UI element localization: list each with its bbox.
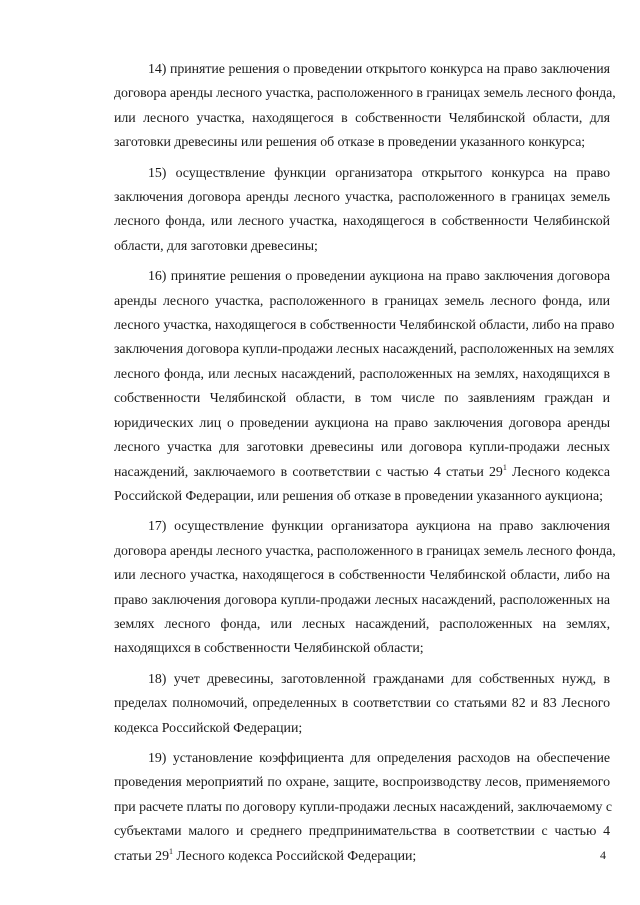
text-line: кодекса Российской Федерации; — [114, 720, 303, 736]
text-line-part: Лесного кодекса — [506, 464, 610, 480]
text-line: договора аренды лесного участка, расположенного в границах земель лесного фонда, — [114, 543, 616, 559]
text-line: области, для заготовки древесины; — [114, 238, 318, 254]
text-line: заключения договора аренды лесного участка, расположенного в границах земель — [114, 190, 610, 206]
text-line: находящихся в собственности Челябинской области; — [114, 641, 424, 657]
paragraph-18 — [114, 668, 610, 741]
text-line: 18) учет древесины, заготовленной гражданами для собственных нужд, в — [148, 671, 610, 687]
paragraph-19 — [114, 747, 610, 869]
superscript: 1 — [502, 462, 507, 472]
text-line-with-superscript — [114, 461, 610, 485]
text-line: 19) установление коэффициента для определения расходов на обеспечение — [148, 750, 610, 766]
text-line: заготовки древесины или решения об отказе в проведении указанного конкурса; — [114, 135, 586, 151]
paragraph-17 — [114, 515, 616, 661]
text-line: Российской Федерации, или решения об отказе в проведении указанного аукциона; — [114, 488, 603, 504]
text-line: землях лесного фонда, или лесных насаждений, расположенных на землях, — [114, 616, 610, 632]
text-line: 15) осуществление функции организатора открытого конкурса на право — [148, 165, 610, 181]
page-number: 4 — [600, 848, 606, 862]
text-line-with-superscript — [114, 845, 610, 869]
text-line: право заключения договора купли-продажи лесных насаждений, расположенных на — [114, 592, 610, 608]
text-line: субъектами малого и среднего предпринимательства в соответствии с частью 4 — [114, 824, 610, 840]
text-line: 17) осуществление функции организатора аукциона на право заключения — [148, 519, 610, 535]
superscript: 1 — [168, 846, 173, 856]
text-line-part: Лесного кодекса Российской Федерации; — [172, 848, 417, 864]
text-line-part: насаждений, заключаемого в соответствии с частью 4 статьи 29 — [114, 464, 503, 480]
text-line: лесного фонда, или лесного участка, находящегося в собственности Челябинской — [114, 214, 610, 230]
text-line: или лесного участка, находящегося в собственности Челябинской области, либо на — [114, 568, 610, 584]
text-line: при расчете платы по договору купли-продажи лесных насаждений, заключаемому с — [114, 799, 612, 815]
paragraph-15 — [114, 162, 610, 260]
text-line: 14) принятие решения о проведении открытого конкурса на право заключения — [148, 62, 610, 77]
text-line: аренды лесного участка, расположенного в границах земель лесного фонда, или — [114, 293, 610, 309]
text-line: собственности Челябинской области, в том числе по заявлениям граждан и — [114, 391, 610, 407]
text-line: лесного участка, находящегося в собственности Челябинской области, либо на право — [114, 318, 615, 334]
text-line: договора аренды лесного участка, расположенного в границах земель лесного фонда, — [114, 86, 616, 102]
document-body — [114, 58, 616, 875]
text-line: пределах полномочий, определенных в соответствии со статьями 82 и 83 Лесного — [114, 696, 610, 712]
text-line: юридических лиц о проведении аукциона на право заключения договора аренды — [114, 415, 610, 431]
text-line: лесного участка для заготовки древесины или договора купли-продажи лесных — [114, 440, 610, 456]
text-line-part: статьи 29 — [114, 848, 169, 864]
text-line: 16) принятие решения о проведении аукциона на право заключения договора — [148, 269, 610, 285]
text-line: лесного фонда, или лесных насаждений, расположенных на землях, находящихся в — [114, 366, 610, 382]
paragraph-16 — [114, 265, 615, 509]
text-line: заключения договора купли-продажи лесных насаждений, расположенных на землях — [114, 342, 615, 358]
paragraph-14 — [114, 58, 616, 156]
text-line: или лесного участка, находящегося в собственности Челябинской области, для — [114, 110, 610, 126]
text-line: проведения мероприятий по охране, защите, воспроизводству лесов, применяемого — [114, 775, 610, 791]
